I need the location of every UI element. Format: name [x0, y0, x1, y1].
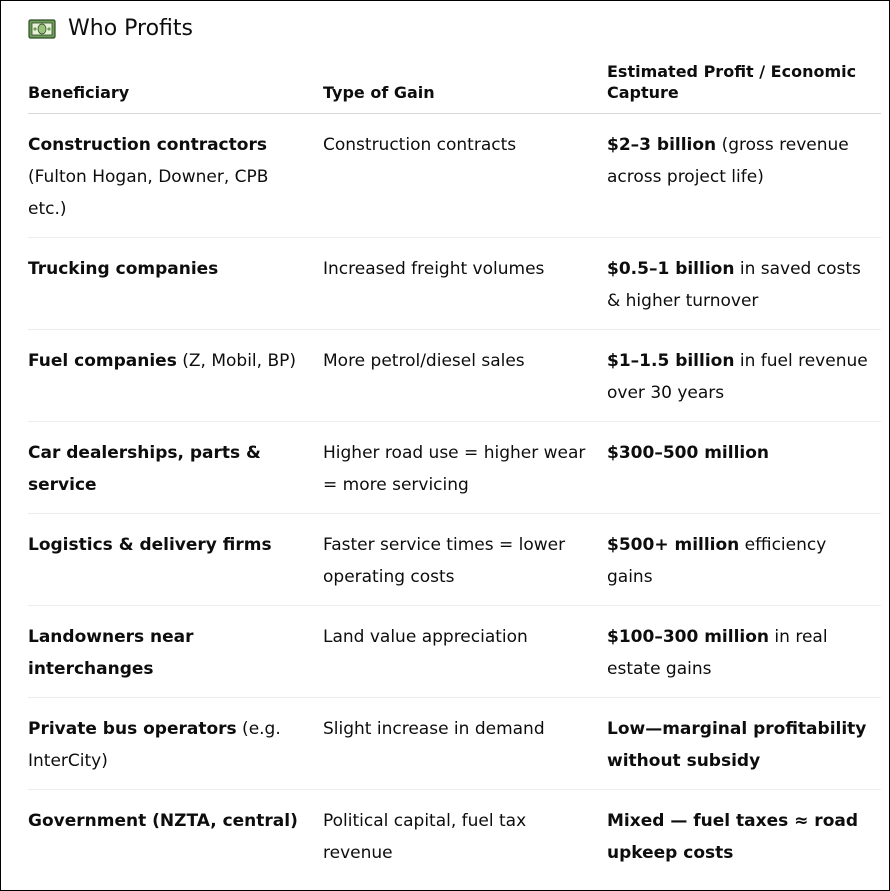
profit-cell: [607, 422, 881, 514]
table-row: [28, 514, 881, 606]
table-row: [28, 238, 881, 330]
profit-cell: [607, 698, 881, 790]
gain-cell: [323, 514, 607, 606]
table-row: [28, 330, 881, 422]
profit-emphasis: $0.5–1 billion: [607, 259, 735, 279]
profit-cell: [607, 606, 881, 698]
beneficiary-emphasis: Government (NZTA, central): [28, 811, 298, 831]
section-title: Who Profits: [68, 16, 193, 41]
gain-cell: [323, 330, 607, 422]
gain-cell: [323, 114, 607, 238]
beneficiary-cell: [28, 790, 323, 882]
beneficiary-text: (Fulton Hogan, Downer, CPB etc.): [28, 167, 269, 219]
gain-cell: [323, 606, 607, 698]
profits-table: [28, 61, 881, 881]
beneficiary-cell: [28, 238, 323, 330]
beneficiary-emphasis: Logistics & delivery firms: [28, 535, 272, 555]
beneficiary-cell: [28, 330, 323, 422]
gain-cell: [323, 698, 607, 790]
profit-emphasis: $300–500 million: [607, 443, 770, 463]
column-header: Beneficiary: [28, 61, 323, 114]
gain-text: Increased freight volumes: [323, 259, 545, 279]
profit-emphasis: $500+ million: [607, 535, 740, 555]
beneficiary-cell: [28, 606, 323, 698]
profit-text: in saved costs & higher turnover: [607, 259, 861, 311]
beneficiary-emphasis: Car dealerships, parts & service: [28, 443, 261, 495]
profit-emphasis: $1–1.5 billion: [607, 351, 735, 371]
profit-text: (gross revenue across project life): [607, 135, 849, 187]
column-header: Type of Gain: [323, 61, 607, 114]
table-row: [28, 114, 881, 238]
profit-cell: [607, 114, 881, 238]
beneficiary-cell: [28, 514, 323, 606]
section-heading: [28, 16, 193, 41]
table-row: [28, 698, 881, 790]
profit-text: efficiency gains: [607, 535, 827, 587]
gain-text: Political capital, fuel tax revenue: [323, 811, 527, 863]
table-row: [28, 422, 881, 514]
gain-text: Slight increase in demand: [323, 719, 545, 739]
column-header: Estimated Profit / Economic Capture: [607, 61, 881, 114]
profit-cell: [607, 514, 881, 606]
profit-cell: [607, 330, 881, 422]
money-banknote-icon: [28, 19, 56, 39]
gain-cell: [323, 422, 607, 514]
gain-text: More petrol/diesel sales: [323, 351, 525, 371]
profit-emphasis: $100–300 million: [607, 627, 770, 647]
table-header-row: [28, 61, 881, 114]
profit-text: in real estate gains: [607, 627, 828, 679]
beneficiary-text: (e.g. InterCity): [28, 719, 281, 771]
gain-text: Higher road use = higher wear = more servicing: [323, 443, 586, 495]
gain-cell: [323, 238, 607, 330]
profit-emphasis: Mixed — fuel taxes ≈ road upkeep costs: [607, 811, 859, 863]
gain-text: Faster service times = lower operating costs: [323, 535, 566, 587]
beneficiary-cell: [28, 114, 323, 238]
gain-text: Construction contracts: [323, 135, 517, 155]
beneficiary-emphasis: Landowners near interchanges: [28, 627, 194, 679]
beneficiary-cell: [28, 422, 323, 514]
profit-cell: [607, 238, 881, 330]
beneficiary-emphasis: Private bus operators: [28, 719, 237, 739]
table-row: [28, 790, 881, 882]
gain-text: Land value appreciation: [323, 627, 528, 647]
beneficiary-text: (Z, Mobil, BP): [176, 351, 296, 371]
beneficiary-emphasis: Construction contractors: [28, 135, 267, 155]
gain-cell: [323, 790, 607, 882]
profit-text: in fuel revenue over 30 years: [607, 351, 868, 403]
profit-emphasis: Low—marginal profitability without subsidy: [607, 719, 867, 771]
profit-emphasis: $2–3 billion: [607, 135, 717, 155]
table-row: [28, 606, 881, 698]
beneficiary-cell: [28, 698, 323, 790]
beneficiary-emphasis: Fuel companies: [28, 351, 177, 371]
beneficiary-emphasis: Trucking companies: [28, 259, 219, 279]
profit-cell: [607, 790, 881, 882]
